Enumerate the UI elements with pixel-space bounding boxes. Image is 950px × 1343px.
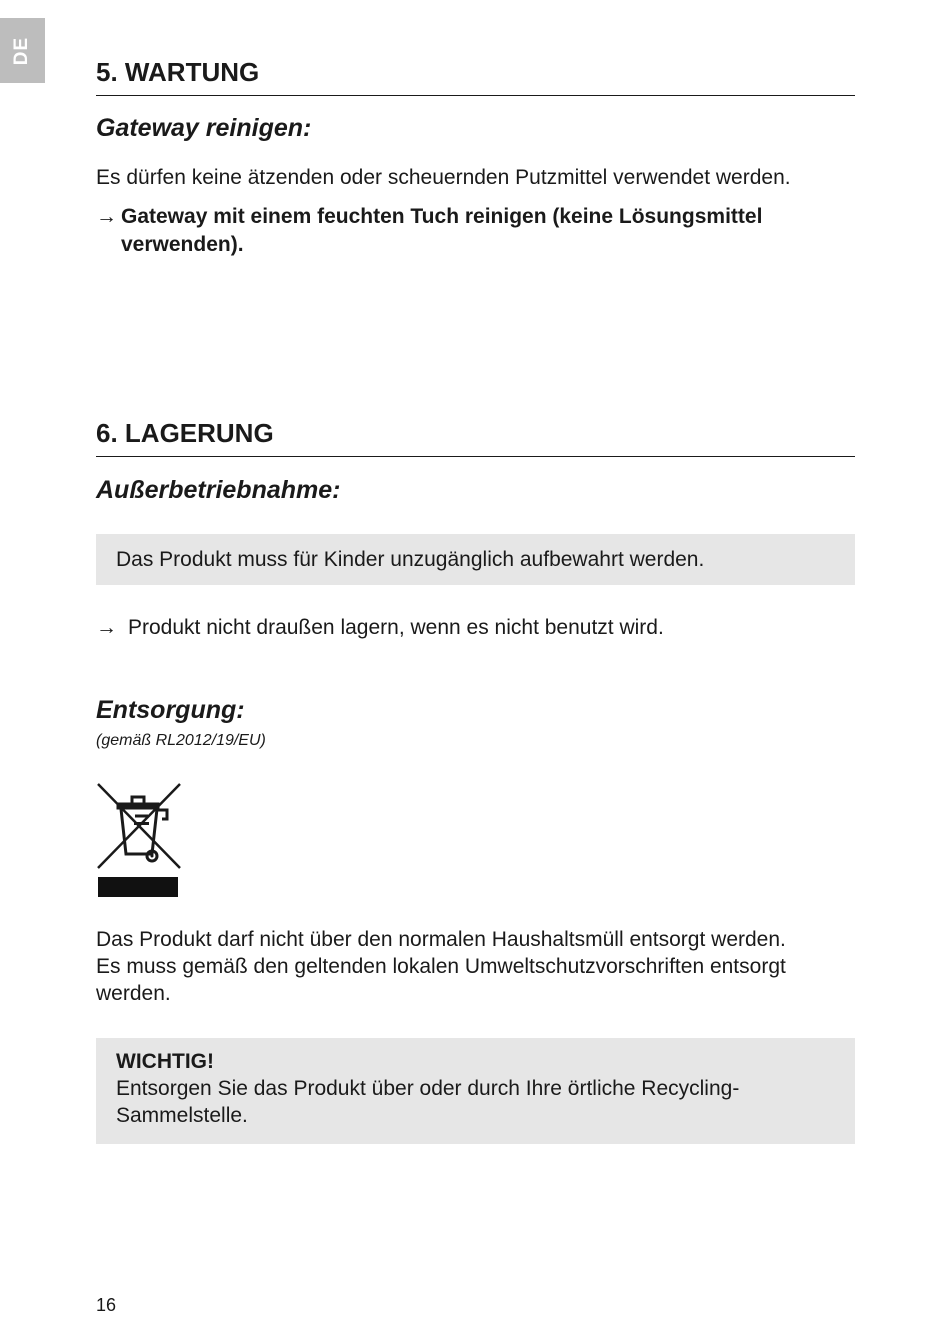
cleaning-instruction	[96, 203, 855, 259]
language-tab	[0, 18, 45, 83]
storage-instruction	[96, 614, 855, 642]
section-title-wartung: 5. WARTUNG	[96, 57, 855, 96]
important-text: Entsorgen Sie das Produkt über oder durch Ihre örtliche Recycling-Sammelstelle.	[116, 1077, 740, 1127]
disposal-text-line2: Es muss gemäß den geltenden lokalen Umweltschutzvorschriften entsorgt werden.	[96, 955, 786, 1005]
disposal-text-line1: Das Produkt darf nicht über den normalen Haushaltsmüll entsorgt werden.	[96, 928, 786, 951]
cleaning-warning-text: Es dürfen keine ätzenden oder scheuernden Putzmittel verwendet werden.	[96, 166, 791, 189]
storage-note-text: Das Produkt muss für Kinder unzugänglich aufbewahrt werden.	[116, 548, 705, 571]
important-label: WICHTIG!	[116, 1050, 214, 1073]
storage-instruction-text: Produkt nicht draußen lagern, wenn es nicht benutzt wird.	[128, 616, 664, 639]
arrow-right-icon: →	[96, 205, 117, 228]
storage-note-box	[96, 534, 855, 585]
disposal-reference: (gemäß RL2012/19/EU)	[96, 732, 266, 749]
subheading-gateway-reinigen: Gateway reinigen:	[96, 114, 312, 142]
arrow-right-icon: →	[96, 616, 117, 639]
language-tab-label: DE	[11, 36, 33, 65]
cleaning-instruction-text: Gateway mit einem feuchten Tuch reinigen (keine Lösungsmittel verwenden).	[121, 205, 763, 256]
subheading-ausserbetriebnahme: Außerbetriebnahme:	[96, 476, 341, 504]
page-number: 16	[96, 1295, 117, 1315]
section-title-lagerung: 6. LAGERUNG	[96, 418, 855, 457]
weee-crossed-bin-icon	[96, 782, 182, 898]
important-note-box	[96, 1038, 855, 1144]
subheading-entsorgung: Entsorgung:	[96, 696, 245, 724]
